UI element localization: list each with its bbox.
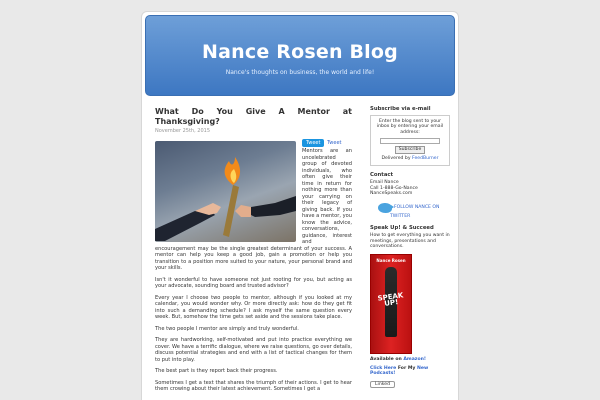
post-paragraph: The two people I mentor are simply and truly wonderful. bbox=[155, 325, 299, 332]
delivered-by bbox=[373, 156, 447, 162]
post-paragraph: They are hardworking, self-motivated and put into practice everything we cover. We have a terrific dialogue, where we raise questions, go over details, discuss potential strategies and end with a list of tactical changes for them to put into play. bbox=[155, 337, 352, 363]
post-paragraph: The best part is they report back their progress. bbox=[155, 368, 278, 374]
contact-widget bbox=[370, 173, 450, 197]
available-prefix: Available on bbox=[370, 356, 402, 362]
post-title[interactable]: What Do You Give A Mentor at Thanksgiving? bbox=[155, 107, 352, 126]
email-field[interactable] bbox=[380, 138, 440, 144]
book-cover-image[interactable] bbox=[370, 254, 412, 354]
podcast-line bbox=[370, 366, 450, 377]
page-container bbox=[141, 11, 459, 400]
subscribe-text: Enter the blog sent to your inbox by entering your email address: bbox=[376, 118, 444, 135]
subscribe-box bbox=[370, 115, 450, 166]
contact-title: Contact bbox=[370, 171, 394, 178]
linkedin-badge[interactable] bbox=[370, 381, 395, 389]
twitter-follow-label[interactable]: FOLLOW NANCE ON bbox=[394, 205, 440, 211]
twitter-link[interactable]: TWITTER bbox=[390, 213, 411, 219]
post-paragraph: Isn't it wonderful to have someone not just rooting for you, but acting as your advocate, sounding board and trusted advisor? bbox=[155, 276, 352, 289]
podcast-link[interactable]: New Podcasts! bbox=[370, 365, 429, 377]
post-paragraph: Sometimes I get a text that shares the triumph of their actions. I get to hear them crowing about their latest achievement. Sometimes I get a bbox=[155, 379, 352, 392]
speakup-title: Speak Up! & Succeed bbox=[370, 224, 434, 231]
post-date: November 25th, 2015 bbox=[155, 128, 210, 134]
tweet-link[interactable]: Tweet bbox=[327, 139, 342, 146]
contact-phone: Call 1-888-Go-Nance bbox=[370, 185, 418, 191]
amazon-availability bbox=[370, 357, 450, 363]
feedburner-link[interactable]: FeedBurner bbox=[412, 155, 439, 161]
subscribe-title: Subscribe via e-mail bbox=[370, 106, 431, 112]
twitter-bird-icon bbox=[378, 203, 392, 213]
podcast-text: For My bbox=[397, 365, 416, 371]
post-content bbox=[155, 107, 352, 398]
post-paragraph: Every year I choose two people to mentor, although if you looked at my calendar, you would wonder why. Or more directly ask: how do they get fit into such a demanding schedule? I ask myself the same question every week. But, somehow the time gets set aside and the sessions take place. bbox=[155, 294, 352, 320]
post-paragraph: Mentors are an uncelebrated group of devoted individuals, who often give their time in return for nothing more than your carrying on their legacy of giving back. If you have a mentor, you know the advice, conversations, guidance, interest and encouragement may be the single greatest determinant of your success. A mentor can help you keep a good job, gain a promotion or help you transition to a position more suited to your nature, your personal brand and your skills. bbox=[155, 148, 352, 271]
contact-website-link[interactable]: NanceSpeaks.com bbox=[370, 191, 413, 197]
delivered-by-label: Delivered by bbox=[381, 155, 411, 161]
blog-header bbox=[145, 15, 455, 96]
speakup-text: How to get everything you want in meetings, presentations and conversations. bbox=[370, 233, 450, 250]
blog-description: Nance's thoughts on business, the world and life! bbox=[225, 69, 375, 76]
torch-handoff-illustration bbox=[155, 141, 296, 242]
linkedin-label: Linked bbox=[375, 381, 390, 387]
sidebar bbox=[370, 107, 450, 394]
subscribe-button[interactable]: Subscribe bbox=[395, 146, 426, 154]
book-author: Nance Rosen bbox=[376, 257, 406, 263]
twitter-widget bbox=[370, 203, 450, 220]
podcast-click-link[interactable]: Click Here bbox=[370, 365, 397, 371]
torch-handoff-image bbox=[155, 141, 296, 242]
twitter-follow-row[interactable] bbox=[378, 203, 450, 213]
contact-email-link[interactable]: Email Nance bbox=[370, 180, 399, 186]
blog-title[interactable]: Nance Rosen Blog bbox=[202, 41, 398, 63]
speakup-widget bbox=[370, 226, 450, 389]
book-title: SPEAK UP! bbox=[377, 291, 404, 308]
tweet-button[interactable]: Tweet bbox=[302, 139, 324, 148]
amazon-link[interactable]: Amazon! bbox=[403, 356, 426, 362]
